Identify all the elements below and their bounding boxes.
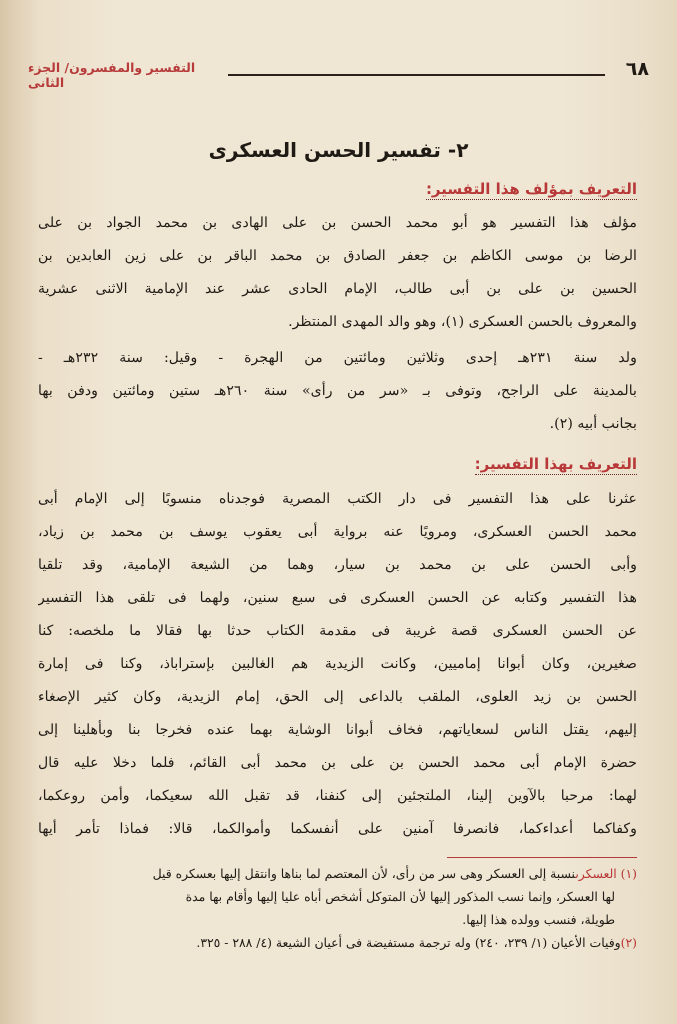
book-paragraph [38,483,637,846]
running-title: التفسير والمفسرون/ الجزء الثانى [28,60,196,90]
birth-paragraph [38,342,637,441]
text-line: مؤلف هذا التفسير هو أبو محمد الحسن بن على الهادى بن محمد الجواد بن على [38,215,637,231]
text-line: لهما: مرحبا بالآوين إلينا، الملتجئين إلى كنفنا، قد تقبل الله سعيكما، وأمن روعكما، [38,788,637,804]
subheading-book: التعريف بهذا التفسير: [474,455,637,473]
header-rule [228,74,605,76]
page-header [28,58,649,90]
text-line: الحسين بن على بن أبى طالب، الإمام الحادى عشر عند الإمامية الاثنى عشرية [38,281,637,297]
text-line: والمعروف بالحسن العسكرى (١)، وهو والد المهدى المنتظر. [288,314,637,330]
footnote-1 [40,862,637,885]
page-number: ٦٨ [625,58,649,80]
text-line: حضرة الإمام أبى محمد الحسن بن على بن محمد أبى القائم، فلما دخلا عليه قال [38,755,637,771]
footnotes [40,862,637,954]
footnote-term: العسكرى [575,866,617,881]
text-line: عثرنا على هذا التفسير فى دار الكتب المصرية فوجدناه منسوبًا إلى الإمام أبى [38,491,637,507]
footnote-rule [447,857,637,858]
text-line: بالمدينة على الراجح، وتوفى بـ «سر من رأى» سنة ٢٦٠هـ ستين ومائتين ودفن بها [38,383,637,399]
footnote-1-line: طويلة، فنسب وولده هذا إليها. [462,912,615,927]
footnote-1-line: لها العسكر، وإنما نسب المذكور إليها لأن المتوكل أشخص أباه عليا إليها وأقام بها مدة [185,889,615,904]
section-title: ٢- تفسير الحسن العسكرى [208,138,469,162]
footnote-marker: (١) [620,866,637,881]
text-line: إليهم، يقتل الناس لسعاياتهم، فخاف أبوانا الوشاية بهما عنده فخرجا بنا وبأهلينا إلى [38,722,637,738]
text-line: وأبى الحسن على بن محمد بن سيار، وهما من الشيعة الإمامية، وقد تلقيا [38,557,637,573]
text-line: الرضا بن موسى الكاظم بن جعفر الصادق بن محمد الباقر بن على زين العابدين بن [38,248,637,264]
subheading-author: التعريف بمؤلف هذا التفسير: [425,180,637,198]
footnote-text: وفيات الأعيان (١/ ٢٣٩، ٢٤٠) وله ترجمة مستفيضة فى أعيان الشيعة (٤/ ٢٨٨ - ٣٢٥. [196,935,621,950]
text-line: محمد الحسن العسكرى، ومرويًا عنه برواية أبى يعقوب يوسف بن محمد بن زياد، [38,524,637,540]
text-line: عن الحسن العسكرى قصة غريبة فى مقدمة الكتاب حدثا بها فقالا ما ملخصه: كنا [38,623,637,639]
footnote-marker: (٢) [620,935,637,950]
text-line: بجانب أبيه (٢). [549,416,637,432]
text-line: وكفاكما أعداءكما، فانصرفا آمنين على أنفسكما وأموالكما، قالا: فماذا تأمر أيها [38,821,637,837]
footnote-text: نسبة إلى العسكر وهى سر من رأى، لأن المعتصم لما بناها وانتقل إليها بعسكره قيل [152,866,576,881]
author-paragraph [38,207,637,339]
text-line: الحسن بن زيد العلوى، الملقب بالداعى إلى الحق، إمام الزيدية، وكان كثير الإصغاء [38,689,637,705]
text-line: هذا التفسير وكتابه عن الحسن العسكرى فى سبع سنين، ولهما فى تلقى هذا التفسير [38,590,637,606]
text-line: ولد سنة ٢٣١هـ إحدى وثلاثين ومائتين من الهجرة - وقيل: سنة ٢٣٢هـ - [38,350,637,366]
text-line: صغيرين، وكان أبوانا إماميين، وكانت الزيدية هم الغالبين بإستراباذ، وكنا فى إمارة [38,656,637,672]
footnote-2 [40,931,637,954]
